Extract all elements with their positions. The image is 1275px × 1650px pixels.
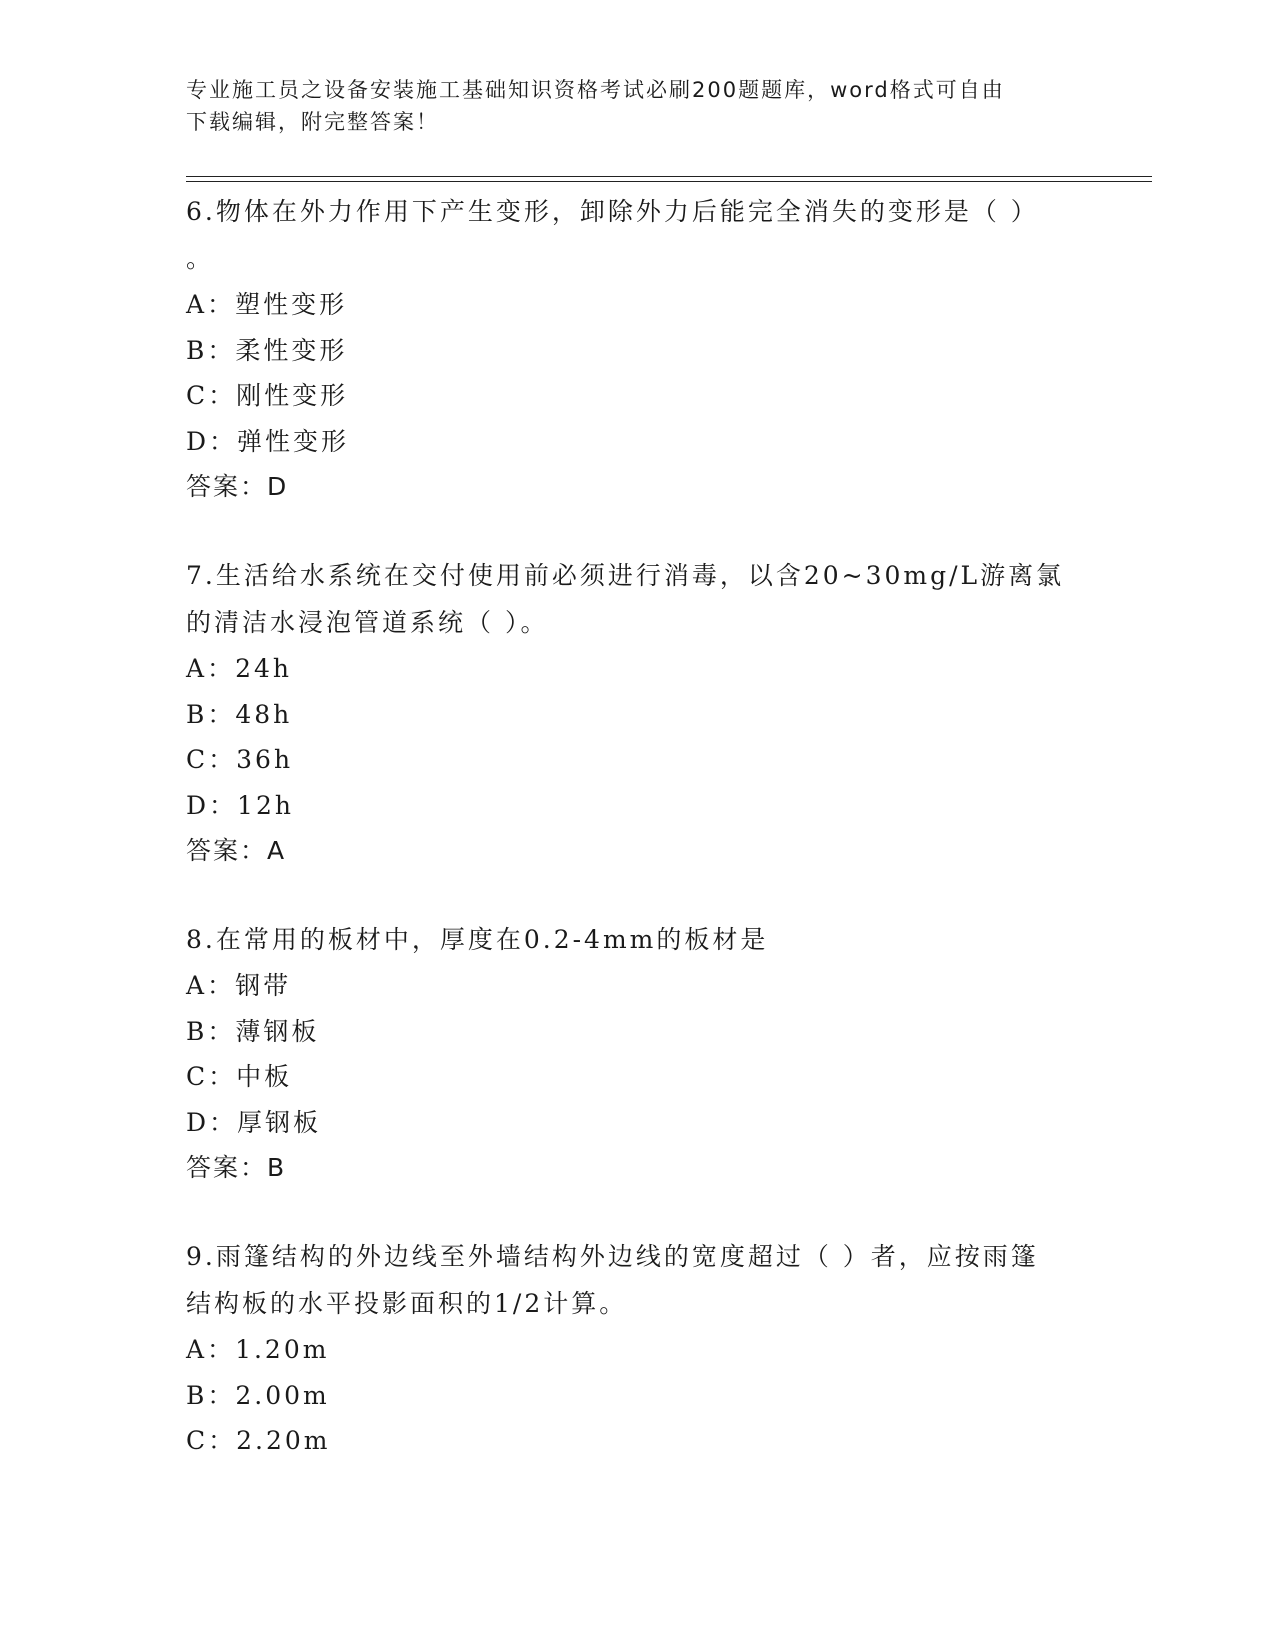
option-key: B： — [186, 699, 236, 729]
option-b — [186, 692, 1086, 738]
option-c — [186, 1418, 1086, 1464]
question-list — [186, 188, 1086, 1464]
option-text: 塑性变形 — [235, 290, 348, 319]
option-key: B： — [186, 1380, 236, 1410]
answer-label: 答案：A — [186, 836, 287, 865]
question-text-continued: 。 — [186, 244, 215, 273]
option-c — [186, 373, 1086, 419]
option-d — [186, 419, 1086, 465]
question-text: 9.雨篷结构的外边线至外墙结构外边线的宽度超过（ ）者，应按雨篷 — [186, 1242, 1039, 1271]
option-a — [186, 646, 1086, 692]
option-a — [186, 282, 1086, 328]
option-key: D： — [186, 426, 238, 456]
answer-label: 答案：B — [186, 1153, 287, 1182]
option-key: D： — [186, 790, 238, 820]
header-rule-bottom — [186, 181, 1152, 182]
option-key: C： — [186, 381, 237, 410]
option-text: 中板 — [236, 1062, 293, 1091]
option-text: 弹性变形 — [237, 426, 350, 456]
option-key: B： — [186, 1016, 236, 1046]
option-key: C： — [186, 1062, 237, 1091]
option-key: A： — [186, 971, 236, 1000]
option-text: 48h — [235, 699, 293, 729]
option-d — [186, 783, 1086, 829]
option-text: 12h — [237, 790, 294, 820]
question-spacer — [186, 1191, 1086, 1233]
question-text-continued: 的清洁水浸泡管道系统（ ）。 — [186, 608, 549, 637]
header-rule-top — [186, 176, 1152, 177]
option-key: C： — [186, 745, 237, 774]
answer-label: 答案：D — [186, 472, 289, 501]
option-key: B： — [186, 335, 236, 365]
option-text: 薄钢板 — [235, 1016, 320, 1046]
question-8 — [186, 916, 1086, 1191]
option-a — [186, 1327, 1086, 1373]
option-text: 2.20m — [236, 1426, 331, 1455]
option-b — [186, 328, 1086, 374]
option-text: 36h — [236, 745, 294, 774]
option-d — [186, 1100, 1086, 1146]
option-key: A： — [186, 654, 236, 683]
question-text: 6.物体在外力作用下产生变形，卸除外力后能完全消失的变形是（ ） — [186, 197, 1039, 226]
option-text: 厚钢板 — [237, 1107, 322, 1137]
question-text: 7.生活给水系统在交付使用前必须进行消毒，以含20~30mg/L游离氯 — [186, 561, 1065, 590]
option-text: 2.00m — [235, 1380, 330, 1410]
option-text: 刚性变形 — [236, 381, 349, 410]
document-header — [186, 74, 1066, 138]
option-c — [186, 737, 1086, 783]
option-b — [186, 1009, 1086, 1055]
header-line-1: 专业施工员之设备安装施工基础知识资格考试必刷200题题库，word格式可自由 — [186, 78, 1005, 102]
option-key: A： — [186, 290, 236, 319]
option-text: 24h — [235, 654, 292, 683]
option-b — [186, 1373, 1086, 1419]
option-a — [186, 963, 1086, 1009]
question-text-continued: 结构板的水平投影面积的1/2计算。 — [186, 1289, 628, 1318]
option-key: D： — [186, 1107, 238, 1137]
question-spacer — [186, 510, 1086, 552]
question-7 — [186, 552, 1086, 874]
question-spacer — [186, 874, 1086, 916]
option-text: 柔性变形 — [235, 335, 348, 365]
option-text: 钢带 — [235, 971, 292, 1000]
option-key: C： — [186, 1426, 237, 1455]
option-key: A： — [186, 1335, 236, 1364]
question-text: 8.在常用的板材中，厚度在0.2-4mm的板材是 — [186, 925, 769, 954]
question-9 — [186, 1233, 1086, 1464]
option-text: 1.20m — [235, 1335, 330, 1364]
header-line-2: 下载编辑，附完整答案！ — [186, 110, 439, 134]
question-6 — [186, 188, 1086, 510]
option-c — [186, 1054, 1086, 1100]
